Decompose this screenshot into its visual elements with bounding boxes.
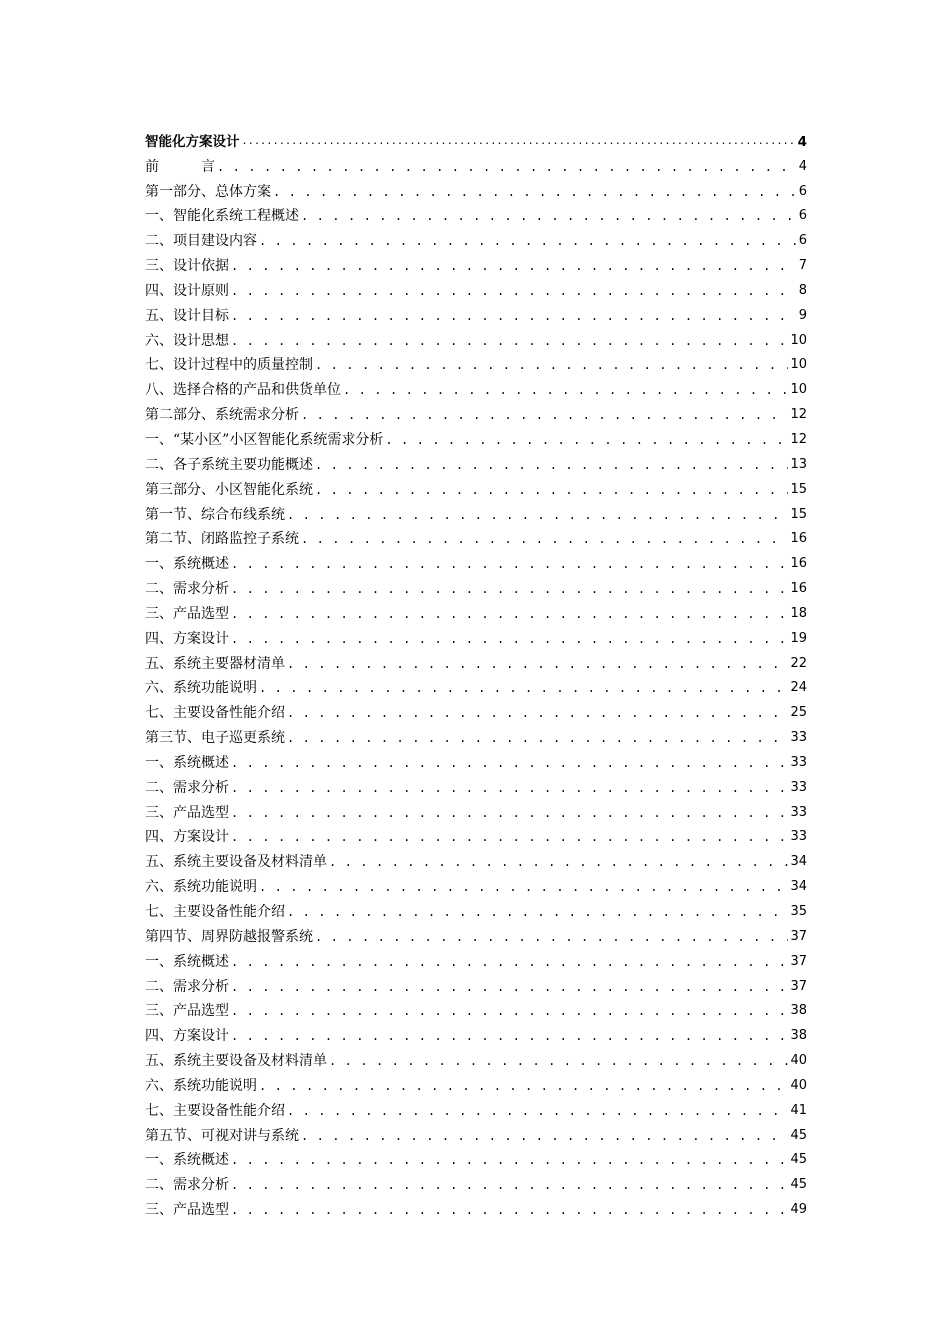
toc-entry-title: 三、产品选型 <box>145 605 229 622</box>
toc-entry-title: 一、系统概述 <box>145 556 229 573</box>
toc-dot-leader <box>231 1027 788 1045</box>
toc-entry[interactable] <box>145 921 807 946</box>
toc-dot-leader <box>242 133 796 151</box>
toc-entry-page-number: 37 <box>790 928 807 944</box>
toc-dot-leader <box>231 605 788 623</box>
toc-dot-leader <box>231 580 788 598</box>
toc-entry-title: 二、需求分析 <box>145 1177 229 1194</box>
toc-entry[interactable] <box>145 250 807 275</box>
toc-dot-leader <box>287 506 788 524</box>
toc-entry[interactable] <box>145 996 807 1021</box>
toc-dot-leader <box>231 754 788 772</box>
toc-entry[interactable] <box>145 822 807 847</box>
toc-entry-title: 五、系统主要设备及材料清单 <box>145 1053 327 1070</box>
toc-entry[interactable] <box>145 151 807 176</box>
toc-entry-title: 二、需求分析 <box>145 581 229 598</box>
toc-dot-leader <box>329 853 788 871</box>
toc-entry[interactable] <box>145 697 807 722</box>
toc-entry-title: 三、产品选型 <box>145 804 229 821</box>
toc-entry[interactable] <box>145 846 807 871</box>
toc-entry[interactable] <box>145 1169 807 1194</box>
toc-entry-page-number: 15 <box>790 481 807 497</box>
toc-entry-page-number: 38 <box>790 1028 807 1044</box>
toc-entry-title: 三、产品选型 <box>145 1202 229 1219</box>
toc-entry-title: 第四节、周界防越报警系统 <box>145 928 313 945</box>
toc-entry[interactable] <box>145 1194 807 1219</box>
toc-entry-page-number: 19 <box>790 630 807 646</box>
toc-dot-leader <box>259 232 797 250</box>
toc-entry-title: 四、方案设计 <box>145 630 229 647</box>
toc-dot-leader <box>273 183 797 201</box>
toc-dot-leader <box>231 1176 788 1194</box>
toc-entry[interactable] <box>145 896 807 921</box>
toc-entry-page-number: 7 <box>798 258 807 274</box>
toc-dot-leader <box>231 332 788 350</box>
toc-entry-title: 七、设计过程中的质量控制 <box>145 357 313 374</box>
toc-entry[interactable] <box>145 1145 807 1170</box>
toc-entry[interactable] <box>145 350 807 375</box>
toc-dot-leader <box>287 704 788 722</box>
toc-entry[interactable] <box>145 300 807 325</box>
toc-entry-title: 一、系统概述 <box>145 953 229 970</box>
toc-entry[interactable] <box>145 722 807 747</box>
toc-entry-title: 七、主要设备性能介绍 <box>145 705 285 722</box>
toc-entry[interactable] <box>145 275 807 300</box>
toc-entry-title: 五、系统主要设备及材料清单 <box>145 854 327 871</box>
toc-dot-leader <box>231 630 788 648</box>
toc-entry-page-number: 12 <box>790 407 807 423</box>
toc-dot-leader <box>217 158 797 176</box>
toc-entry-title: 第五节、可视对讲与系统 <box>145 1127 299 1144</box>
toc-entry-title: 前 言 <box>145 158 215 175</box>
toc-entry-page-number: 33 <box>790 829 807 845</box>
toc-entry[interactable] <box>145 1070 807 1095</box>
toc-entry[interactable] <box>145 1020 807 1045</box>
toc-entry-page-number: 33 <box>790 804 807 820</box>
toc-entry-title: 二、需求分析 <box>145 978 229 995</box>
toc-entry[interactable] <box>145 946 807 971</box>
toc-entry-page-number: 37 <box>790 978 807 994</box>
toc-entry-title: 智能化方案设计 <box>145 133 240 150</box>
toc-entry-title: 一、智能化系统工程概述 <box>145 208 299 225</box>
toc-dot-leader <box>231 1002 788 1020</box>
toc-entry-page-number: 16 <box>790 581 807 597</box>
toc-entry-page-number: 22 <box>790 655 807 671</box>
toc-dot-leader <box>301 406 788 424</box>
toc-entry[interactable] <box>145 1095 807 1120</box>
toc-dot-leader <box>329 1052 788 1070</box>
toc-dot-leader <box>315 928 788 946</box>
toc-dot-leader <box>315 481 788 499</box>
toc-entry-title: 第三节、电子巡更系统 <box>145 730 285 747</box>
toc-entry[interactable] <box>145 673 807 698</box>
toc-dot-leader <box>231 804 788 822</box>
toc-entry-title: 六、设计思想 <box>145 332 229 349</box>
toc-entry-page-number: 40 <box>790 1077 807 1093</box>
toc-entry[interactable] <box>145 201 807 226</box>
table-of-contents <box>145 126 807 1219</box>
toc-dot-leader <box>231 1201 788 1219</box>
toc-dot-leader <box>315 356 788 374</box>
toc-entry-page-number: 4 <box>797 133 807 150</box>
toc-dot-leader <box>231 828 788 846</box>
toc-entry-title: 七、主要设备性能介绍 <box>145 1102 285 1119</box>
toc-dot-leader <box>259 679 788 697</box>
toc-entry-page-number: 35 <box>790 904 807 919</box>
toc-entry-title: 第一节、综合布线系统 <box>145 506 285 523</box>
toc-entry[interactable] <box>145 648 807 673</box>
toc-entry-page-number: 34 <box>790 854 807 870</box>
toc-dot-leader <box>301 1127 788 1145</box>
toc-entry-page-number: 24 <box>790 680 807 696</box>
toc-dot-leader <box>231 779 788 797</box>
toc-entry[interactable] <box>145 474 807 499</box>
toc-dot-leader <box>231 282 797 300</box>
toc-entry-title: 三、设计依据 <box>145 258 229 275</box>
toc-dot-leader <box>343 381 788 399</box>
toc-entry-title: 一、“某小区”小区智能化系统需求分析 <box>145 431 384 448</box>
toc-entry-title: 六、系统功能说明 <box>145 680 257 697</box>
toc-entry-page-number: 37 <box>790 953 807 969</box>
toc-entry-page-number: 45 <box>790 1127 807 1143</box>
toc-entry-page-number: 33 <box>790 730 807 746</box>
toc-entry-page-number: 16 <box>790 531 807 547</box>
toc-entry-title: 四、设计原则 <box>145 282 229 299</box>
toc-entry[interactable] <box>145 871 807 896</box>
toc-entry-page-number: 16 <box>790 556 807 572</box>
toc-entry[interactable] <box>145 623 807 648</box>
toc-entry-title: 五、设计目标 <box>145 307 229 324</box>
toc-entry[interactable] <box>145 797 807 822</box>
toc-entry[interactable] <box>145 548 807 573</box>
toc-dot-leader <box>231 1151 788 1169</box>
toc-entry-page-number: 10 <box>790 382 807 398</box>
toc-entry[interactable] <box>145 325 807 350</box>
toc-entry-page-number: 10 <box>790 332 807 348</box>
toc-entry-page-number: 40 <box>790 1053 807 1069</box>
toc-entry-title: 四、方案设计 <box>145 1028 229 1045</box>
toc-entry-page-number: 10 <box>790 357 807 373</box>
toc-entry-page-number: 33 <box>790 779 807 795</box>
toc-entry-page-number: 18 <box>790 605 807 621</box>
toc-entry-page-number: 8 <box>798 282 807 298</box>
toc-entry[interactable] <box>145 126 807 151</box>
toc-entry-page-number: 6 <box>798 183 807 199</box>
toc-dot-leader <box>287 1102 788 1120</box>
toc-entry-title: 六、系统功能说明 <box>145 879 257 896</box>
toc-entry-page-number: 41 <box>790 1102 807 1118</box>
toc-entry-title: 七、主要设备性能介绍 <box>145 904 285 920</box>
toc-entry-title: 第一部分、总体方案 <box>145 183 271 200</box>
toc-entry-title: 八、选择合格的产品和供货单位 <box>145 382 341 399</box>
toc-entry-title: 六、系统功能说明 <box>145 1077 257 1094</box>
toc-dot-leader <box>231 953 788 971</box>
toc-entry-page-number: 6 <box>798 233 807 249</box>
toc-entry-page-number: 49 <box>790 1202 807 1218</box>
toc-dot-leader <box>231 555 788 573</box>
toc-entry-page-number: 4 <box>798 158 807 174</box>
toc-entry[interactable] <box>145 424 807 449</box>
toc-dot-leader <box>287 729 788 747</box>
toc-entry-title: 五、系统主要器材清单 <box>145 655 285 672</box>
toc-dot-leader <box>231 307 797 325</box>
toc-dot-leader <box>385 431 788 449</box>
toc-dot-leader <box>287 655 788 673</box>
toc-dot-leader <box>231 257 797 275</box>
toc-entry-title: 三、产品选型 <box>145 1003 229 1020</box>
toc-entry-title: 一、系统概述 <box>145 1152 229 1169</box>
toc-entry[interactable] <box>145 524 807 549</box>
toc-entry[interactable] <box>145 225 807 250</box>
toc-entry-title: 一、系统概述 <box>145 754 229 771</box>
toc-dot-leader <box>259 1077 788 1095</box>
toc-entry[interactable] <box>145 499 807 524</box>
toc-entry-title: 二、需求分析 <box>145 779 229 796</box>
toc-entry-page-number: 12 <box>790 431 807 447</box>
toc-entry-page-number: 45 <box>790 1152 807 1168</box>
toc-dot-leader <box>231 978 788 996</box>
toc-entry-page-number: 9 <box>798 307 807 323</box>
toc-dot-leader <box>301 207 797 225</box>
toc-entry-title: 第三部分、小区智能化系统 <box>145 481 313 498</box>
toc-entry-page-number: 33 <box>790 754 807 770</box>
toc-entry[interactable] <box>145 176 807 201</box>
toc-dot-leader <box>259 878 788 896</box>
toc-entry[interactable] <box>145 573 807 598</box>
toc-entry-title: 二、各子系统主要功能概述 <box>145 456 313 473</box>
toc-entry[interactable] <box>145 449 807 474</box>
toc-entry-page-number: 34 <box>790 879 807 895</box>
toc-dot-leader <box>287 903 788 921</box>
toc-entry[interactable] <box>145 772 807 797</box>
toc-entry-page-number: 13 <box>790 456 807 472</box>
toc-entry[interactable] <box>145 971 807 996</box>
toc-entry[interactable] <box>145 399 807 424</box>
toc-entry-page-number: 45 <box>790 1177 807 1193</box>
toc-entry-page-number: 6 <box>798 208 807 224</box>
toc-entry[interactable] <box>145 1045 807 1070</box>
toc-entry-page-number: 25 <box>790 705 807 721</box>
toc-dot-leader <box>315 456 788 474</box>
toc-entry[interactable] <box>145 598 807 623</box>
toc-entry[interactable] <box>145 1120 807 1145</box>
toc-entry[interactable] <box>145 747 807 772</box>
toc-entry-title: 二、项目建设内容 <box>145 233 257 250</box>
toc-entry-title: 四、方案设计 <box>145 829 229 846</box>
toc-entry-page-number: 38 <box>790 1003 807 1019</box>
toc-entry[interactable] <box>145 374 807 399</box>
toc-entry-title: 第二部分、系统需求分析 <box>145 407 299 424</box>
toc-entry-page-number: 15 <box>790 506 807 522</box>
toc-dot-leader <box>301 530 788 548</box>
toc-entry-title: 第二节、闭路监控子系统 <box>145 531 299 548</box>
